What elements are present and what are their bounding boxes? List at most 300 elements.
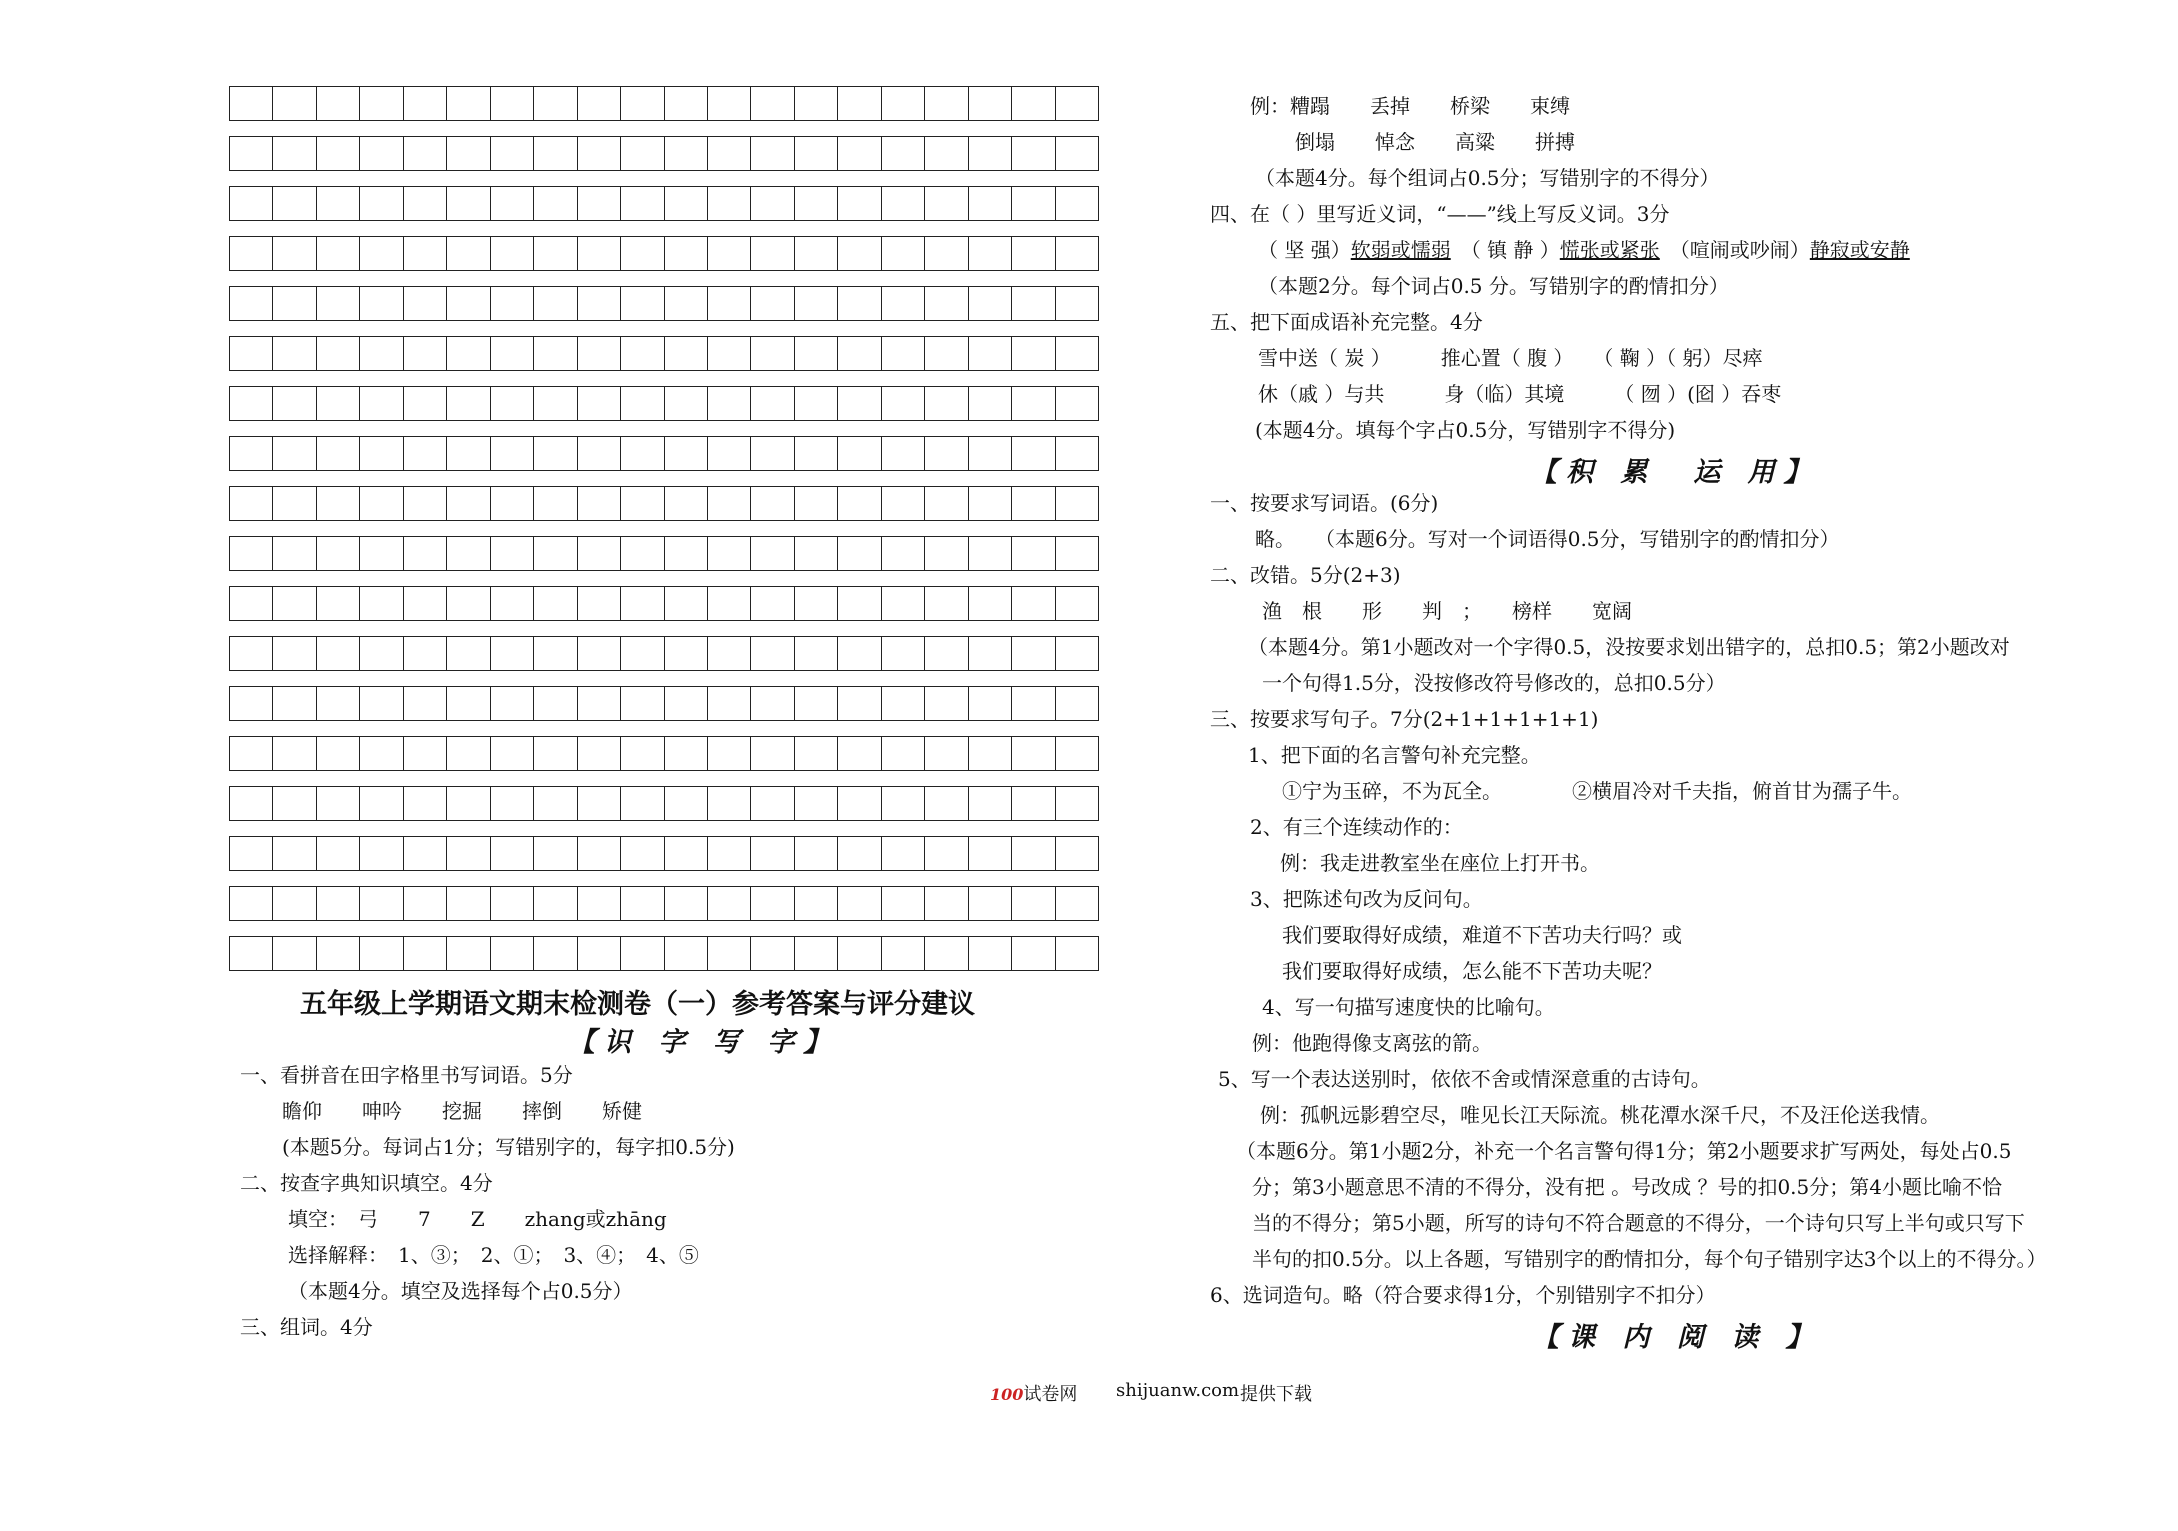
- grid-cell: [317, 387, 360, 420]
- grid-cell: [273, 87, 316, 120]
- grid-cell: [273, 787, 316, 820]
- grid-cell: [969, 437, 1012, 470]
- grid-cell: [273, 837, 316, 870]
- grid-cell: [882, 687, 925, 720]
- grid-cell: [925, 937, 968, 970]
- grid-cell: [925, 287, 968, 320]
- q3-scoring: （本题4分。每个组词占0.5分；写错别字的不得分）: [1255, 166, 1720, 190]
- grid-cell: [447, 387, 490, 420]
- grid-cell: [838, 587, 881, 620]
- grid-cell: [708, 187, 751, 220]
- grid-cell: [404, 387, 447, 420]
- q4-synonym-2: （ 镇 静 ）: [1470, 238, 1560, 262]
- grid-cell: [665, 187, 708, 220]
- grid-row: [229, 86, 1099, 121]
- grid-row: [229, 436, 1099, 471]
- a3-sub5-answer: 例：孤帆远影碧空尽，唯见长江天际流。桃花潭水深千尺，不及汪伦送我情。: [1260, 1103, 1940, 1127]
- grid-cell: [230, 837, 273, 870]
- grid-cell: [621, 387, 664, 420]
- grid-cell: [273, 187, 316, 220]
- grid-cell: [491, 237, 534, 270]
- grid-cell: [665, 87, 708, 120]
- grid-cell: [838, 137, 881, 170]
- grid-cell: [621, 837, 664, 870]
- grid-cell: [708, 87, 751, 120]
- grid-cell: [360, 837, 403, 870]
- grid-cell: [969, 337, 1012, 370]
- grid-cell: [447, 187, 490, 220]
- q4-heading: 四、在（ ）里写近义词，“——”线上写反义词。3分: [1210, 202, 1670, 226]
- grid-cell: [621, 287, 664, 320]
- grid-cell: [317, 787, 360, 820]
- grid-cell: [969, 87, 1012, 120]
- q1-answer: 瞻仰 呻吟 挖掘 摔倒 矫健: [282, 1099, 642, 1123]
- grid-cell: [882, 887, 925, 920]
- grid-cell: [621, 237, 664, 270]
- grid-cell: [273, 287, 316, 320]
- grid-cell: [969, 237, 1012, 270]
- grid-cell: [578, 887, 621, 920]
- grid-cell: [1012, 337, 1055, 370]
- grid-cell: [795, 537, 838, 570]
- grid-cell: [230, 937, 273, 970]
- grid-cell: [925, 337, 968, 370]
- grid-cell: [621, 137, 664, 170]
- footer-brand: [990, 1380, 1077, 1406]
- grid-row: [229, 836, 1099, 871]
- grid-cell: [447, 687, 490, 720]
- section-heading-literacy: 【识 字 写 字】: [568, 1027, 840, 1058]
- grid-row: [229, 286, 1099, 321]
- grid-cell: [838, 87, 881, 120]
- a3-sub2-answer: 例：我走进教室坐在座位上打开书。: [1280, 851, 1600, 875]
- grid-cell: [969, 637, 1012, 670]
- grid-cell: [404, 837, 447, 870]
- grid-cell: [795, 587, 838, 620]
- grid-cell: [665, 487, 708, 520]
- grid-cell: [534, 837, 577, 870]
- grid-row: [229, 886, 1099, 921]
- grid-cell: [1012, 187, 1055, 220]
- grid-cell: [969, 187, 1012, 220]
- grid-cell: [838, 937, 881, 970]
- grid-cell: [491, 487, 534, 520]
- a3-sub3-answer-2: 我们要取得好成绩，怎么能不下苦功夫呢？: [1282, 959, 1662, 983]
- grid-cell: [404, 337, 447, 370]
- grid-cell: [925, 387, 968, 420]
- grid-cell: [969, 387, 1012, 420]
- grid-cell: [708, 687, 751, 720]
- a2-scoring-1: （本题4分。第1小题改对一个字得0.5，没按要求划出错字的，总扣0.5；第2小题改对: [1248, 635, 2010, 659]
- grid-cell: [708, 387, 751, 420]
- grid-cell: [795, 837, 838, 870]
- grid-cell: [925, 687, 968, 720]
- grid-cell: [1056, 437, 1098, 470]
- grid-cell: [969, 287, 1012, 320]
- grid-cell: [578, 687, 621, 720]
- grid-cell: [1056, 937, 1098, 970]
- grid-cell: [621, 787, 664, 820]
- grid-cell: [751, 337, 794, 370]
- grid-cell: [317, 587, 360, 620]
- grid-cell: [491, 437, 534, 470]
- grid-cell: [621, 637, 664, 670]
- grid-cell: [1012, 387, 1055, 420]
- grid-cell: [665, 937, 708, 970]
- grid-cell: [1012, 137, 1055, 170]
- grid-cell: [969, 537, 1012, 570]
- grid-cell: [665, 537, 708, 570]
- q1-heading: 一、看拼音在田字格里书写词语。5分: [240, 1063, 573, 1087]
- grid-cell: [578, 837, 621, 870]
- grid-cell: [751, 187, 794, 220]
- grid-cell: [795, 387, 838, 420]
- grid-cell: [230, 237, 273, 270]
- grid-cell: [795, 887, 838, 920]
- grid-cell: [404, 887, 447, 920]
- grid-cell: [838, 537, 881, 570]
- grid-cell: [621, 687, 664, 720]
- grid-cell: [447, 587, 490, 620]
- grid-cell: [838, 637, 881, 670]
- a3-sub1: 1、把下面的名言警句补充完整。: [1248, 743, 1541, 767]
- grid-cell: [1012, 287, 1055, 320]
- grid-cell: [708, 587, 751, 620]
- q1-scoring: (本题5分。每词占1分；写错别字的，每字扣0.5分): [282, 1135, 735, 1159]
- grid-cell: [360, 337, 403, 370]
- grid-cell: [534, 87, 577, 120]
- q4-answers: [1258, 237, 1910, 263]
- grid-cell: [708, 137, 751, 170]
- grid-cell: [360, 437, 403, 470]
- grid-cell: [360, 387, 403, 420]
- grid-cell: [795, 137, 838, 170]
- grid-cell: [751, 137, 794, 170]
- grid-cell: [534, 887, 577, 920]
- grid-cell: [230, 637, 273, 670]
- grid-cell: [578, 437, 621, 470]
- grid-cell: [317, 737, 360, 770]
- grid-row: [229, 486, 1099, 521]
- grid-cell: [578, 237, 621, 270]
- grid-cell: [1056, 187, 1098, 220]
- grid-cell: [882, 187, 925, 220]
- grid-cell: [230, 487, 273, 520]
- grid-cell: [230, 87, 273, 120]
- grid-cell: [621, 937, 664, 970]
- grid-cell: [1056, 537, 1098, 570]
- grid-cell: [273, 337, 316, 370]
- grid-cell: [534, 287, 577, 320]
- grid-cell: [317, 687, 360, 720]
- grid-cell: [969, 737, 1012, 770]
- a3-heading: 三、按要求写句子。7分(2+1+1+1+1+1): [1210, 707, 1599, 731]
- grid-cell: [230, 337, 273, 370]
- grid-cell: [273, 737, 316, 770]
- grid-cell: [838, 837, 881, 870]
- grid-cell: [273, 487, 316, 520]
- grid-cell: [1056, 787, 1098, 820]
- grid-row: [229, 636, 1099, 671]
- grid-cell: [273, 387, 316, 420]
- grid-cell: [882, 87, 925, 120]
- grid-cell: [273, 637, 316, 670]
- grid-cell: [534, 637, 577, 670]
- grid-cell: [1056, 637, 1098, 670]
- grid-cell: [491, 737, 534, 770]
- grid-cell: [665, 287, 708, 320]
- grid-cell: [404, 587, 447, 620]
- grid-cell: [447, 537, 490, 570]
- grid-cell: [578, 187, 621, 220]
- grid-cell: [447, 437, 490, 470]
- grid-cell: [1012, 637, 1055, 670]
- grid-cell: [273, 437, 316, 470]
- grid-cell: [534, 687, 577, 720]
- grid-cell: [578, 137, 621, 170]
- grid-cell: [838, 687, 881, 720]
- grid-row: [229, 586, 1099, 621]
- grid-cell: [360, 937, 403, 970]
- grid-cell: [447, 87, 490, 120]
- grid-cell: [317, 287, 360, 320]
- grid-cell: [404, 787, 447, 820]
- grid-cell: [882, 837, 925, 870]
- a3-scoring-1: （本题6分。第1小题2分，补充一个名言警句得1分；第2小题要求扩写两处，每处占0.5: [1236, 1139, 2012, 1163]
- grid-cell: [230, 137, 273, 170]
- grid-cell: [578, 87, 621, 120]
- grid-cell: [751, 687, 794, 720]
- q4-synonym-1: （ 坚 强）: [1258, 238, 1351, 262]
- grid-cell: [273, 137, 316, 170]
- a1-heading: 一、按要求写词语。(6分): [1210, 491, 1439, 515]
- grid-cell: [838, 487, 881, 520]
- grid-cell: [1056, 487, 1098, 520]
- q4-antonym-1: 软弱或懦弱: [1350, 238, 1451, 262]
- grid-cell: [404, 287, 447, 320]
- grid-cell: [491, 187, 534, 220]
- footer-note: 提供下载: [1240, 1384, 1312, 1405]
- grid-cell: [751, 487, 794, 520]
- grid-cell: [273, 587, 316, 620]
- grid-cell: [578, 487, 621, 520]
- grid-cell: [1012, 887, 1055, 920]
- grid-cell: [969, 787, 1012, 820]
- grid-cell: [360, 87, 403, 120]
- grid-cell: [795, 187, 838, 220]
- grid-cell: [534, 537, 577, 570]
- grid-cell: [665, 137, 708, 170]
- grid-cell: [447, 487, 490, 520]
- grid-row: [229, 386, 1099, 421]
- grid-cell: [491, 787, 534, 820]
- grid-cell: [360, 237, 403, 270]
- grid-row: [229, 536, 1099, 571]
- grid-cell: [230, 187, 273, 220]
- grid-cell: [969, 587, 1012, 620]
- grid-cell: [317, 487, 360, 520]
- grid-cell: [795, 787, 838, 820]
- grid-cell: [795, 937, 838, 970]
- grid-cell: [925, 187, 968, 220]
- grid-cell: [447, 837, 490, 870]
- grid-row: [229, 186, 1099, 221]
- words-row-1: 例：糟蹋 丢掉 桥梁 束缚: [1250, 94, 1570, 118]
- grid-cell: [795, 487, 838, 520]
- grid-cell: [578, 637, 621, 670]
- q2-scoring: （本题4分。填空及选择每个占0.5分）: [288, 1279, 633, 1303]
- grid-cell: [447, 637, 490, 670]
- q4-antonym-2: 慌张或紧张: [1559, 238, 1660, 262]
- q5-scoring: (本题4分。填每个字占0.5分，写错别字不得分): [1255, 418, 1676, 442]
- grid-cell: [447, 937, 490, 970]
- q5-heading: 五、把下面成语补充完整。4分: [1210, 310, 1483, 334]
- grid-cell: [534, 587, 577, 620]
- grid-cell: [665, 637, 708, 670]
- grid-cell: [404, 537, 447, 570]
- grid-cell: [534, 787, 577, 820]
- grid-cell: [925, 787, 968, 820]
- grid-cell: [1012, 687, 1055, 720]
- section-heading-accumulation: 【积 累 运 用】: [1530, 457, 1820, 488]
- grid-cell: [621, 887, 664, 920]
- site-logo: 100: [990, 1385, 1024, 1404]
- grid-cell: [534, 437, 577, 470]
- grid-cell: [925, 887, 968, 920]
- grid-cell: [578, 287, 621, 320]
- a6-heading: 6、选词造句。略（符合要求得1分，个别错别字不扣分）: [1210, 1283, 1716, 1307]
- grid-cell: [1056, 237, 1098, 270]
- grid-cell: [882, 787, 925, 820]
- grid-cell: [578, 337, 621, 370]
- grid-cell: [230, 537, 273, 570]
- idioms-row-1: 雪中送（ 炭 ） 推心置（ 腹 ） （ 鞠 ）（ 躬）尽瘁: [1258, 346, 1763, 370]
- grid-cell: [273, 937, 316, 970]
- q2-heading: 二、按查字典知识填空。4分: [240, 1171, 493, 1195]
- grid-cell: [578, 387, 621, 420]
- grid-cell: [491, 637, 534, 670]
- a2-answer: 渔 根 形 判 ； 榜样 宽阔: [1262, 599, 1632, 623]
- footer-site-link[interactable]: shijuanw.com: [1116, 1380, 1240, 1401]
- grid-row: [229, 336, 1099, 371]
- grid-cell: [751, 887, 794, 920]
- q4-antonym-3: 静寂或安静: [1809, 238, 1910, 262]
- grid-cell: [708, 287, 751, 320]
- grid-cell: [273, 237, 316, 270]
- a3-sub5: 5、写一个表达送别时，依依不舍或情深意重的古诗句。: [1218, 1067, 1711, 1091]
- grid-cell: [230, 887, 273, 920]
- a3-sub1-answer: ①宁为玉碎，不为瓦全。 ②横眉冷对千夫指，俯首甘为孺子牛。: [1282, 779, 1912, 803]
- grid-cell: [838, 787, 881, 820]
- grid-cell: [578, 787, 621, 820]
- grid-cell: [795, 437, 838, 470]
- grid-cell: [360, 187, 403, 220]
- grid-cell: [1056, 387, 1098, 420]
- section-heading-reading: 【课 内 阅 读 】: [1532, 1322, 1822, 1353]
- grid-cell: [665, 337, 708, 370]
- grid-cell: [708, 537, 751, 570]
- grid-cell: [751, 587, 794, 620]
- grid-cell: [795, 87, 838, 120]
- grid-cell: [360, 687, 403, 720]
- grid-cell: [230, 787, 273, 820]
- q3-heading: 三、组词。4分: [240, 1315, 373, 1339]
- grid-cell: [969, 837, 1012, 870]
- grid-cell: [578, 737, 621, 770]
- grid-cell: [1012, 487, 1055, 520]
- grid-cell: [1012, 87, 1055, 120]
- q4-scoring: （本题2分。每个词占0.5 分。写错别字的酌情扣分）: [1258, 274, 1729, 298]
- grid-cell: [534, 387, 577, 420]
- grid-cell: [665, 887, 708, 920]
- grid-cell: [621, 487, 664, 520]
- grid-cell: [708, 437, 751, 470]
- grid-cell: [621, 187, 664, 220]
- grid-cell: [360, 537, 403, 570]
- grid-cell: [317, 637, 360, 670]
- grid-cell: [447, 737, 490, 770]
- grid-cell: [404, 737, 447, 770]
- grid-cell: [360, 637, 403, 670]
- grid-cell: [404, 187, 447, 220]
- grid-cell: [1056, 287, 1098, 320]
- grid-cell: [708, 787, 751, 820]
- grid-cell: [882, 537, 925, 570]
- grid-cell: [230, 687, 273, 720]
- page-title: 五年级上学期语文期末检测卷（一）参考答案与评分建议: [300, 989, 975, 1020]
- a3-scoring-4: 半句的扣0.5分。以上各题，写错别字的酌情扣分，每个句子错别字达3个以上的不得分。）: [1252, 1247, 2047, 1271]
- grid-cell: [404, 437, 447, 470]
- writing-grid: [229, 86, 1099, 986]
- grid-cell: [1012, 937, 1055, 970]
- grid-cell: [925, 137, 968, 170]
- grid-row: [229, 236, 1099, 271]
- grid-cell: [360, 137, 403, 170]
- q2-fill: 填空： 弓 7 Z zhang或zhāng: [288, 1207, 667, 1231]
- a2-heading: 二、改错。5分(2+3): [1210, 563, 1401, 587]
- a3-sub4: 4、写一句描写速度快的比喻句。: [1262, 995, 1555, 1019]
- q2-choice: 选择解释： 1、③； 2、①； 3、④； 4、⑤: [288, 1243, 699, 1267]
- grid-cell: [491, 337, 534, 370]
- grid-cell: [708, 937, 751, 970]
- grid-cell: [1012, 737, 1055, 770]
- grid-cell: [491, 587, 534, 620]
- grid-cell: [1012, 837, 1055, 870]
- grid-cell: [708, 887, 751, 920]
- a3-sub3: 3、把陈述句改为反问句。: [1250, 887, 1483, 911]
- grid-cell: [404, 237, 447, 270]
- grid-cell: [838, 387, 881, 420]
- grid-cell: [795, 237, 838, 270]
- grid-cell: [230, 387, 273, 420]
- grid-cell: [317, 937, 360, 970]
- grid-cell: [1056, 837, 1098, 870]
- grid-cell: [665, 587, 708, 620]
- grid-cell: [925, 87, 968, 120]
- grid-cell: [708, 637, 751, 670]
- grid-cell: [751, 937, 794, 970]
- grid-cell: [925, 637, 968, 670]
- grid-cell: [404, 637, 447, 670]
- grid-cell: [360, 587, 403, 620]
- grid-cell: [1056, 137, 1098, 170]
- grid-cell: [838, 287, 881, 320]
- a3-scoring-3: 当的不得分；第5小题，所写的诗句不符合题意的不得分，一个诗句只写上半句或只写下: [1252, 1211, 2025, 1235]
- idioms-row-2: 休（戚 ）与共 身（临）其境 （ 囫 ）(囵 ）吞枣: [1258, 382, 1782, 406]
- grid-row: [229, 786, 1099, 821]
- grid-cell: [230, 737, 273, 770]
- grid-cell: [317, 137, 360, 170]
